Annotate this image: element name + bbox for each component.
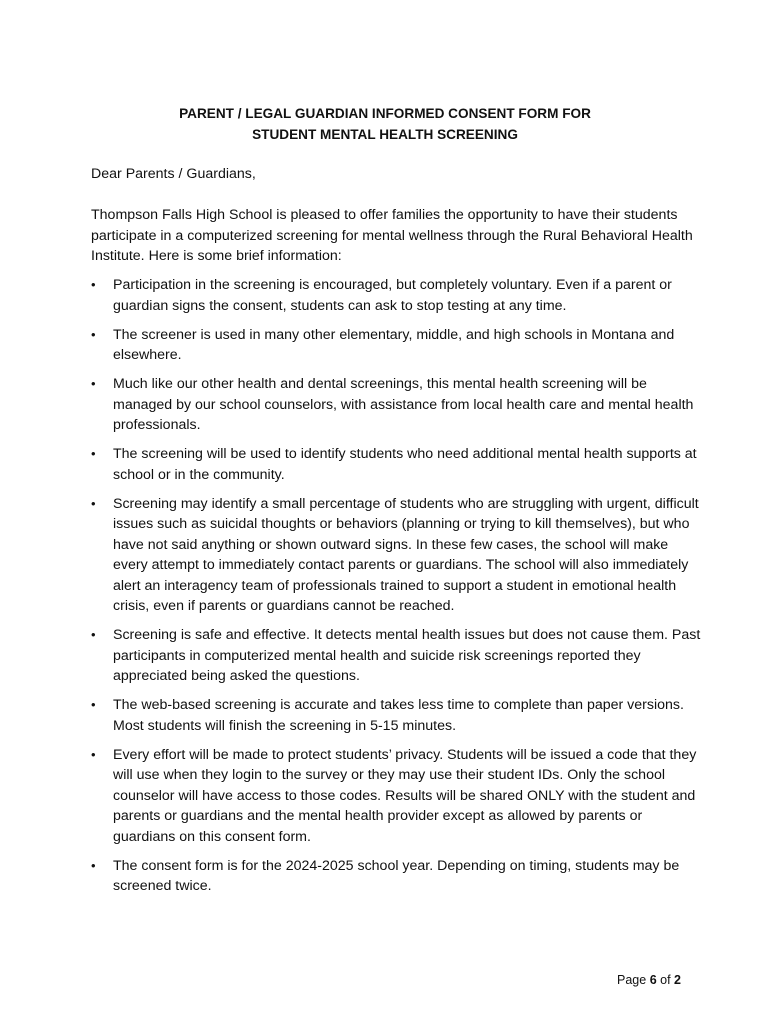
bullet-icon: • xyxy=(91,277,96,292)
document-title xyxy=(0,104,770,145)
bullet-text: Screening is safe and effective. It detects mental health issues but does not cause them. Past participants in computerized mental health and suicide risk screenings reported they appreciated being asked the questions. xyxy=(113,627,701,684)
bullet-icon: • xyxy=(91,697,96,712)
bullet-text: Screening may identify a small percentage of students who are struggling with urgent, difficult issues such as suicidal thoughts or behaviors (planning or trying to kill themselves), but who have not said anything or shown outward signs. In these few cases, the school will make every attempt to immediately contact parents or guardians. The school will also immediately alert an interagency team of professionals trained to support a student in emotional health crisis, even if parents or guardians cannot be reached. xyxy=(113,495,699,614)
bullet-item xyxy=(91,325,701,366)
bullet-item xyxy=(91,695,701,736)
intro-paragraph: Thompson Falls High School is pleased to offer families the opportunity to have their students participate in a computerized screening for mental wellness through the Rural Behavioral Health Institute. Here is some brief information: xyxy=(91,207,693,264)
bullet-icon: • xyxy=(91,446,96,461)
bullet-icon: • xyxy=(91,627,96,642)
bullet-text: The screener is used in many other elementary, middle, and high schools in Montana and elsewhere. xyxy=(113,326,675,363)
bullet-text: The consent form is for the 2024-2025 school year. Depending on timing, students may be screened twice. xyxy=(113,857,680,894)
bullet-item xyxy=(91,745,701,848)
bullet-item xyxy=(91,444,701,485)
bullet-icon: • xyxy=(91,326,96,342)
bullet-text: Every effort will be made to protect students’ privacy. Students will be issued a code that they will use when they login to the survey or they may use their student IDs. Only the school counselor will have access to those codes. Results will be shared ONLY with the student and parents or guardians and the mental health provider except as allowed by parents or guardians on this consent form. xyxy=(113,746,697,845)
title-line-1: PARENT / LEGAL GUARDIAN INFORMED CONSENT FORM FOR xyxy=(179,106,591,121)
title-line-2: STUDENT MENTAL HEALTH SCREENING xyxy=(252,126,518,142)
bullet-text: The web-based screening is accurate and takes less time to complete than paper versions. Most students will finish the screening in 5-15 minutes. xyxy=(113,697,684,734)
page-total: 2 xyxy=(674,973,681,987)
bullet-item xyxy=(91,625,701,687)
page-current: 6 xyxy=(649,973,657,987)
bullet-item xyxy=(91,275,701,316)
bullet-text: The screening will be used to identify students who need additional mental health supports at school or in the community. xyxy=(113,446,697,483)
page-number xyxy=(617,972,681,988)
bullet-text: Much like our other health and dental screenings, this mental health screening will be managed by our school counselors, with assistance from local health care and mental health professionals. xyxy=(113,376,694,433)
page-word: Page xyxy=(617,973,647,987)
bullet-item xyxy=(91,374,701,436)
page-of: of xyxy=(660,973,671,987)
bullet-icon: • xyxy=(91,857,96,873)
greeting: Dear Parents / Guardians, xyxy=(91,166,256,182)
bullet-text: Participation in the screening is encouraged, but completely voluntary. Even if a parent or guardian signs the consent, students can ask to stop testing at any time. xyxy=(113,277,672,314)
bullet-list xyxy=(91,275,701,905)
bullet-item xyxy=(91,856,701,897)
bullet-icon: • xyxy=(91,495,96,511)
bullet-item xyxy=(91,494,701,617)
bullet-icon: • xyxy=(91,746,96,762)
bullet-icon: • xyxy=(91,376,96,391)
